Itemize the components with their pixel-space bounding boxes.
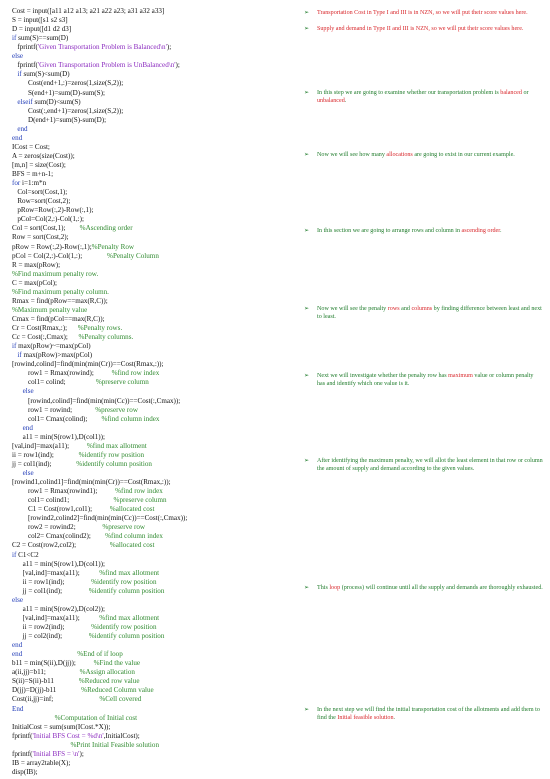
code-token: C2 = Cost(row2,col2); (12, 541, 110, 549)
annotation-fragment: In this step we are going to examine whether our transportation problem is (317, 90, 501, 96)
code-line (12, 171, 53, 179)
code-token: a(ii,jj)=b11; (12, 668, 80, 676)
code-line (12, 398, 180, 406)
code-token: ii = row1(ind); (12, 578, 92, 586)
code-token: %identify column position (76, 460, 152, 468)
code-line (12, 443, 147, 451)
annotation-fragment: . (499, 228, 502, 234)
code-token: %allocated cost (109, 505, 155, 513)
code-line (12, 724, 110, 732)
code-line (12, 760, 70, 768)
arrow-bullet-icon: ➢ (304, 26, 310, 32)
annotation-fragment: Now we will see the penalty (317, 306, 388, 312)
code-token: col1= Cmax(colind); (12, 415, 102, 423)
code-token: End (12, 705, 24, 713)
code-token: else (12, 387, 34, 395)
code-token: else (12, 469, 34, 477)
arrow-bullet-icon: ➢ (304, 228, 310, 234)
code-token: %preserve column (95, 378, 149, 386)
code-line (12, 153, 75, 161)
code-token: sum(S)==sum(D) (18, 34, 69, 42)
code-token: if (12, 34, 19, 42)
code-token: jj = col2(ind); (12, 632, 89, 640)
code-line (12, 280, 57, 288)
code-token: R = max(pRow); (12, 261, 61, 269)
code-line (12, 388, 34, 396)
code-line (12, 715, 137, 723)
code-token: Col = sort(Cost,1); (12, 224, 80, 232)
code-token: Col=sort(Cost,1); (12, 188, 68, 196)
code-token: Row=sort(Cost,2); (12, 197, 71, 205)
code-line (12, 198, 70, 206)
code-line (12, 687, 154, 695)
code-line (12, 515, 187, 523)
code-token: C1 = Cost(row1,col1); (12, 505, 110, 513)
code-line (12, 35, 68, 43)
code-token: %Maximum penalty value (12, 306, 88, 314)
annotation-text (317, 228, 543, 236)
annotation-fragment: (process) will continue until all the supply and demands are thoroughly exhausted. (340, 585, 543, 591)
code-line (12, 533, 163, 541)
code-token: max(pRow)>max(pCol) (23, 351, 93, 359)
code-line (12, 325, 122, 333)
arrow-bullet-icon: ➢ (304, 90, 310, 96)
code-token: %Reduced row value (78, 677, 140, 685)
code-token: %find max allotment (99, 569, 160, 577)
code-line (12, 62, 180, 70)
annotation-fragment: Transportation Cost in Type I and III is in NZN, so we will put their score values here. (317, 10, 528, 16)
code-token: Cost(:,end+1)=zeros(1,size(S,2)); (12, 107, 124, 115)
code-line (12, 660, 140, 668)
code-token: %find row index (115, 487, 163, 495)
code-line (12, 434, 105, 442)
code-line (12, 588, 164, 596)
code-token: ); (79, 750, 84, 758)
code-token: %Penalty columns. (78, 333, 134, 341)
annotation-fragment: rows (387, 306, 400, 312)
code-token: %find column index (105, 532, 163, 540)
code-line (12, 651, 123, 659)
code-token: ii = row2(ind); (12, 623, 92, 631)
code-token: ); (175, 61, 180, 69)
annotation-fragment: are going to exist in our current example. (412, 152, 515, 158)
annotation-fragment: value or column penalty has and identify which one value is it. (317, 373, 534, 387)
code-token: D(jj)=D(jj)-b11 (12, 686, 82, 694)
code-token: %Find maximum penalty row. (12, 270, 99, 278)
annotation-fragment: Now we will see how many (317, 152, 387, 158)
code-token: D = input([d1 d2 d3] (12, 25, 72, 33)
code-token: [rowind1,colind1]=find(min(min(Cr))==Cost(Rmax,:)); (12, 478, 171, 486)
arrow-bullet-icon: ➢ (304, 585, 310, 591)
code-token: S(ii)=S(ii)-b11 (12, 677, 79, 685)
code-line (12, 80, 123, 88)
code-token: D(end+1)=sum(S)-sum(D); (12, 116, 107, 124)
code-line (12, 669, 135, 677)
code-token: ICost = Cost; (12, 143, 50, 151)
annotation-fragment: In the next step we will find the initial transportation cost of the allotments and add them to find the (317, 707, 540, 721)
code-line (12, 370, 159, 378)
code-token: Cost = input([a11 a12 a13; a21 a22 a23; a31 a32 a33] (12, 7, 165, 15)
code-line (12, 524, 145, 532)
code-line (12, 144, 50, 152)
code-token: disp(IB); (12, 768, 38, 776)
code-line (12, 461, 152, 469)
code-token: row2 = rowind2; (12, 523, 103, 531)
annotation-fragment: ascending order (461, 228, 500, 234)
code-line (12, 696, 141, 704)
code-line (12, 162, 66, 170)
code-line (12, 44, 171, 52)
code-token: jj = col1(ind); (12, 587, 89, 595)
code-token: IB = array2table(X); (12, 759, 71, 767)
code-token: [m,n] = size(Cost); (12, 161, 66, 169)
code-token: 'Given Transportation Problem is Balanced\n' (37, 43, 167, 51)
code-line (12, 452, 144, 460)
code-token: max(pRow)~=max(pCol) (18, 342, 91, 350)
code-line (12, 244, 134, 252)
code-line (12, 53, 23, 61)
code-token: 'Given Transportation Problem is UnBalanced\n' (37, 61, 176, 69)
code-token: fprintf( (12, 43, 38, 51)
code-token: %find max allotment (86, 442, 147, 450)
code-line (12, 751, 84, 759)
code-token: if (12, 342, 19, 350)
code-token: pRow=Row(:,2)-Row(:,1); (12, 206, 94, 214)
code-line (12, 615, 159, 623)
code-token: %Penalty rows. (77, 324, 123, 332)
code-line (12, 361, 164, 369)
code-line (12, 606, 105, 614)
code-token: if (12, 551, 19, 559)
code-token: sum(D)<sum(S) (34, 98, 81, 106)
code-token: [val,ind]=max(a11); (12, 614, 100, 622)
code-line (12, 497, 167, 505)
code-token: pCol=Col(2,:)-Col(1,:); (12, 215, 84, 223)
code-line (12, 189, 67, 197)
code-token: %Assign allocation (79, 668, 135, 676)
code-token: pRow = Row(:,2)-Row(:,1); (12, 243, 92, 251)
code-token: end (12, 641, 23, 649)
code-token: ); (166, 43, 172, 51)
code-token: end (12, 424, 33, 432)
code-token: %find row index (111, 369, 160, 377)
code-token: else (12, 52, 24, 60)
code-token: ,InitialCost); (103, 732, 140, 740)
code-token: ii = row1(ind); (12, 451, 79, 459)
annotation-fragment: This (317, 585, 330, 591)
annotation-text (317, 707, 543, 722)
code-line (12, 26, 71, 34)
code-line (12, 470, 34, 478)
code-line (12, 407, 138, 415)
code-line (12, 316, 105, 324)
code-token: [rowind,colind]=find(min(min(Cc))==Cost(:,Cmax)); (12, 397, 181, 405)
annotation-text (317, 152, 543, 160)
code-token: Row = sort(Cost,2); (12, 233, 69, 241)
code-token: Cost(ii,jj)=inf; (12, 695, 100, 703)
code-line (12, 225, 133, 233)
code-token: for (12, 179, 23, 187)
annotation-fragment: or (521, 90, 529, 96)
code-token: %Reduced Column value (81, 686, 154, 694)
code-token: %End of if loop (77, 650, 123, 658)
annotation-fragment: Supply and demand in Type II and III is NZN, so we will put their score values here. (317, 26, 524, 32)
code-token: if (12, 70, 24, 78)
code-line (12, 180, 46, 188)
annotation-fragment: maximum (448, 373, 473, 379)
code-token: Cmax = find(pCol==max(R,C)); (12, 315, 105, 323)
code-line (12, 126, 28, 134)
code-line (12, 234, 69, 242)
code-token: InitialCost = sum(sum(ICost.*X)); (12, 723, 111, 731)
code-line (12, 117, 106, 125)
code-token: col1= colind1; (12, 496, 114, 504)
code-line (12, 307, 87, 315)
code-token: [val,ind]=max(a11); (12, 569, 100, 577)
code-line (12, 253, 159, 261)
code-token: S = input([s1 s2 s3] (12, 16, 68, 24)
arrow-bullet-icon: ➢ (304, 373, 310, 379)
annotation-fragment: . (344, 97, 347, 104)
code-line (12, 298, 108, 306)
code-token: %identify column position (88, 587, 165, 595)
code-token: row1 = Rmax(rowind1); (12, 487, 116, 495)
code-line (12, 135, 22, 143)
code-line (12, 624, 157, 632)
code-line (12, 561, 105, 569)
code-line (12, 289, 109, 297)
annotation-fragment: by finding difference between least and next to least. (317, 306, 542, 320)
code-token: end (12, 650, 78, 658)
annotation-text (317, 90, 543, 105)
code-token: %allocated cost (109, 541, 155, 549)
code-token: Cc = Cost(:,Cmax); (12, 333, 79, 341)
annotation-fragment: and (399, 306, 412, 312)
code-line (12, 207, 93, 215)
arrow-bullet-icon: ➢ (304, 707, 310, 713)
code-token: %identify column position (88, 632, 165, 640)
code-token: %Find the value (93, 659, 141, 667)
annotation-text (317, 306, 543, 321)
code-token: fprintf( (12, 732, 33, 740)
code-token: %Print Initial Feasible solution (12, 741, 159, 749)
code-token: C1<C2 (18, 551, 39, 559)
annotation-fragment: columns (411, 306, 433, 312)
annotation-text (317, 458, 543, 473)
code-token: Cr = Cost(Rmax,:); (12, 324, 78, 332)
code-token: else (12, 596, 24, 604)
code-line (12, 271, 98, 279)
code-line (12, 597, 23, 605)
code-line (12, 108, 123, 116)
code-token: %identify row position (91, 578, 157, 586)
annotation-fragment: loop (329, 585, 341, 591)
code-token: %Find maximum penalty column. (12, 288, 109, 296)
code-line (12, 769, 38, 777)
code-token: %preserve column (113, 496, 167, 504)
code-line (12, 8, 164, 16)
code-token: A = zeros(size(Cost)); (12, 152, 75, 160)
annotation-fragment: . (393, 714, 396, 721)
code-token: end (12, 125, 28, 133)
code-token: %Penalty Row (91, 243, 135, 251)
code-line (12, 488, 163, 496)
code-token: i=1:m*n (22, 179, 47, 187)
code-line (12, 579, 157, 587)
annotation-fragment: Next we will investigate whether the penalty row has (317, 373, 449, 379)
code-token: col1= colind; (12, 378, 96, 386)
code-line (12, 416, 159, 424)
code-line (12, 633, 164, 641)
code-line (12, 506, 155, 514)
arrow-bullet-icon: ➢ (304, 306, 310, 312)
code-token: %Ascending order (79, 224, 133, 232)
code-line (12, 479, 171, 487)
code-token: %find column index (101, 415, 160, 423)
code-token: col2= Cmax(colind2); (12, 532, 106, 540)
code-line (12, 678, 139, 686)
code-token: %identify row position (91, 623, 157, 631)
code-line (12, 262, 60, 270)
code-token: %preserve row (95, 406, 138, 414)
code-token: sum(S)<sum(D) (23, 70, 70, 78)
code-token: C = max(pCol); (12, 279, 57, 287)
annotation-fragment: Initial feasible solution (337, 714, 394, 721)
code-line (12, 733, 140, 741)
code-token: S(end+1)=sum(D)-sum(S); (12, 89, 105, 97)
annotation-fragment: unbalanced (317, 97, 345, 104)
annotation-text (317, 373, 543, 388)
code-token: Rmax = find(pRow==max(R,C)); (12, 297, 108, 305)
code-token: Cost(end+1,:)=zeros(1,size(S,2)); (12, 79, 124, 87)
annotation-fragment: In this section we are going to arrange rows and column in (317, 228, 462, 234)
code-token: [val,ind]=max(a11); (12, 442, 87, 450)
code-line (12, 379, 149, 387)
code-token: a11 = min(S(row1),D(col1)); (12, 560, 105, 568)
annotation-column (300, 0, 545, 779)
code-token: [rowind2,colind2]=find(min(min(Cc))==Cost(:,Cmax)); (12, 514, 188, 522)
code-line (12, 552, 39, 560)
code-line (12, 642, 22, 650)
code-line (12, 216, 84, 224)
code-line (12, 570, 159, 578)
code-line (12, 352, 92, 360)
annotation-text (317, 585, 543, 593)
code-line (12, 706, 23, 714)
code-token: if (12, 351, 24, 359)
arrow-bullet-icon: ➢ (304, 10, 310, 16)
code-line (12, 343, 91, 351)
code-token: pCol = Col(2,:)-Col(1,:); (12, 252, 108, 260)
annotation-fragment: After identifying the maximum penalty, we will allot the least element in that row or column the amount of supply and demand according to the given values. (317, 458, 543, 472)
code-token: elseif (12, 98, 35, 106)
arrow-bullet-icon: ➢ (304, 152, 310, 158)
code-token: %Penalty Column (107, 252, 159, 260)
arrow-bullet-icon: ➢ (304, 458, 310, 464)
code-token: 'Initial BFS = \n' (32, 750, 80, 758)
code-line (12, 17, 68, 25)
code-token: row1 = rowind; (12, 406, 96, 414)
code-token: %Cell covered (99, 695, 142, 703)
code-token: %Computation of Initial cost (12, 714, 138, 722)
code-token: fprintf( (12, 750, 33, 758)
code-line (12, 542, 155, 550)
annotation-text (317, 26, 543, 34)
code-token: 'Initial BFS Cost = %d\n' (32, 732, 104, 740)
code-token: a11 = min(S(row2),D(col2)); (12, 605, 105, 613)
code-token: jj = col1(ind); (12, 460, 77, 468)
code-token: fprintf( (12, 61, 38, 69)
code-token: end (12, 134, 23, 142)
annotation-fragment: balanced (500, 90, 522, 96)
code-line (12, 99, 81, 107)
code-line (12, 71, 70, 79)
annotation-text (317, 10, 543, 18)
annotation-fragment: allocations (386, 152, 413, 158)
code-line (12, 742, 159, 750)
code-token: a11 = min(S(row1),D(col1)); (12, 433, 105, 441)
code-token: row1 = Rmax(rowind); (12, 369, 112, 377)
code-token: %identify row position (78, 451, 145, 459)
code-line (12, 425, 33, 433)
code-token: b11 = min(S(ii),D(jj)); (12, 659, 94, 667)
code-line (12, 90, 105, 98)
code-token: [rowind,colind]=find(min(min(Cr))==Cost(Rmax,:)); (12, 360, 164, 368)
code-token: %preserve row (102, 523, 146, 531)
code-token: BFS = m+n-1; (12, 170, 54, 178)
code-line (12, 334, 133, 342)
code-token: %find max allotment (99, 614, 160, 622)
